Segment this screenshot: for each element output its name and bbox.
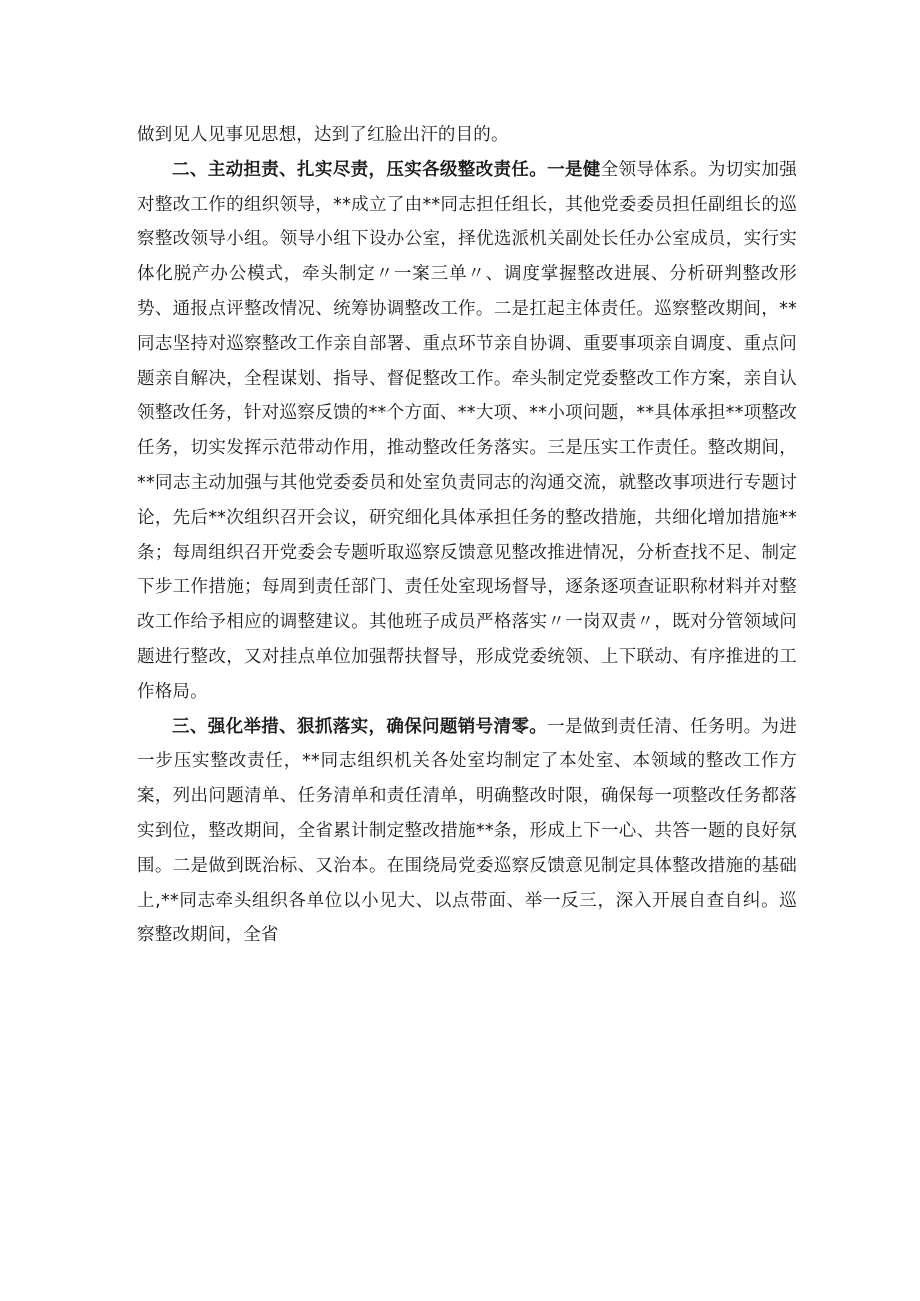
text-run: 全领导体系。为切实加强对整改工作的组织领导，**成立了由**同志担任组长，其他党委委员担任副组长的巡察整改领导小组。领导小组下设办公室，择优选派机关副处长任办公室成员，实行实体化脱产办公模式，牵头制定〃一案三单〃、调度掌握整改进展、分析研判整改形势、通报点评整改情况、统筹协调整改工作。二是扛起主体责任。巡察整改期间，**同志坚持对巡察整改工作亲自部署、重点环节亲自协调、重要事项亲自调度、重点问题亲自解决，全程谋划、指导、督促整改工作。牵头制定党委整改工作方案，亲自认领整改任务，针对巡察反馈的**个方面、**大项、**小项问题，**具体承担**项整改任务，切实发挥示范带动作用，推动整改任务落实。三是压实工作责任。整改期间，**同志主动加强与其他党委委员和处室负责同志的沟通交流，就整改事项进行专题讨论，先后**次组织召开会议，研究细化具体承担任务的整改措施，共细化增加措施**条；每周组织召开党委会专题听取巡察反馈意见整改推进情况，分析查找不足、制定下步工作措施；每周到责任部门、责任处室现场督导，逐条逐项查证职称材料并对整改工作给予相应的调整建议。其他班子成员严格落实〃一岗双责〃，既对分管领域问题进行整改，又对挂点单位加强帮扶督导，形成党委统领、上下联动、有序推进的工作格局。 [137,159,797,702]
text-run: 做到见人见事见思想，达到了红脸出汗的目的。 [137,125,509,145]
paragraph-section-three [137,710,797,954]
paragraph-section-two [137,153,797,710]
paragraph-intro-tail [137,118,797,153]
section-heading: 二、主动担责、扎实尽责，压实各级整改责任。一是健 [172,159,601,180]
section-heading: 三、强化举措、狠抓落实，确保问题销号清零。 [172,716,548,737]
text-run: 一是做到责任清、任务明。为进一步压实整改责任，**同志组织机关各处室均制定了本处室、本领域的整改工作方案，列出问题清单、任务清单和责任清单，明确整改时限，确保每一项整改任务都落实到位，整改期间，全省累计制定整改措施**条，形成上下一心、共答一题的良好氛围。二是做到既治标、又治本。在围绕局党委巡察反馈意见制定具体整改措施的基础上,**同志牵头组织各单位以小见大、以点带面、举一反三，深入开展自查自纠。巡察整改期间，全省 [137,716,797,946]
document-page [137,118,797,953]
